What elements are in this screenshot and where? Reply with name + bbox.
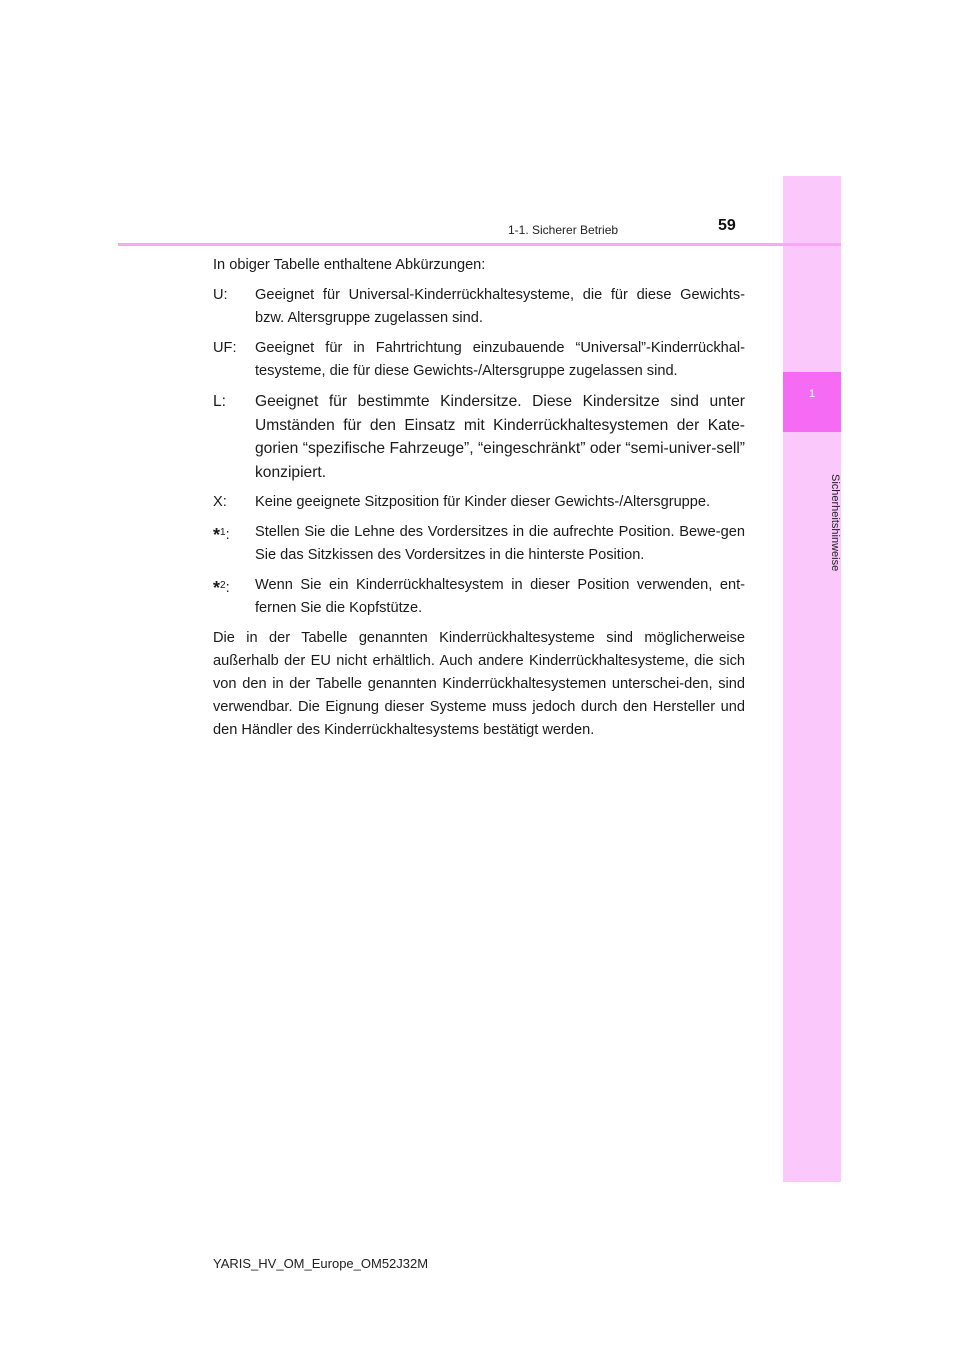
chapter-title-text: Sicherheitshinweise [829, 474, 841, 572]
section-title: 1-1. Sicherer Betrieb [508, 223, 619, 237]
definition-term: X: [213, 494, 227, 510]
footnote-text: Wenn Sie ein Kinderrückhaltesystem in dieser Position verwenden, ent-fernen Sie die Kopfstütze. [255, 577, 745, 616]
footnote-star: * [213, 578, 221, 598]
abbreviations-intro: In obiger Tabelle enthaltene Abkürzungen: [213, 257, 486, 273]
definition-term: L: [213, 393, 227, 410]
footnote-colon: : [225, 580, 230, 596]
footnote-number: 1 [220, 527, 226, 538]
chapter-active-marker [783, 372, 841, 432]
definition-l [213, 390, 745, 484]
page-content [213, 254, 745, 742]
definition-text: Keine geeignete Sitzposition für Kinder dieser Gewichts-/Altersgruppe. [255, 494, 711, 510]
header-rule [118, 243, 841, 246]
chapter-side-tab [783, 176, 841, 1182]
definition-term: UF: [213, 340, 237, 356]
closing-paragraph: Die in der Tabelle genannten Kinderrückhaltesysteme sind möglicherweise außerhalb der EU nicht erhältlich. Auch andere Kinderrückhaltesysteme, die sich von den in der Tabelle genannten Kinderrückhaltesystemen unterschei-den, sind verwendbar. Die Eignung dieser Systeme muss jedoch durch den Hersteller und den Händler des Kinderrückhaltesystems bestätigt werden. [213, 630, 745, 738]
footnote-text: Stellen Sie die Lehne des Vordersitzes in die aufrechte Position. Bewe-gen Sie das Sitzkissen des Vordersitzes in die hinterste Position. [255, 524, 745, 563]
footnote-number: 2 [220, 580, 226, 591]
definition-text: Geeignet für bestimmte Kindersitze. Diese Kindersitze sind unter Umständen für den Einsatz mit Kinderrückhaltesystemen der Kate-gorien “spezifische Fahrzeuge”, “eingeschränkt” oder “semi-univer-sell” konzipiert. [255, 393, 745, 481]
footnote-star: * [213, 525, 221, 545]
footnote-colon: : [225, 527, 230, 543]
footnote-1 [213, 521, 745, 567]
definition-text: Geeignet für in Fahrtrichtung einzubauende “Universal”-Kinderrückhal-tesysteme, die für diese Gewichts-/Altersgruppe zugelassen sind. [255, 340, 745, 379]
footnote-2 [213, 574, 745, 620]
definition-term: U: [213, 287, 228, 303]
definition-uf [213, 337, 745, 383]
chapter-title [783, 432, 841, 612]
chapter-number: 1 [808, 388, 816, 400]
footnote-marker [213, 574, 255, 620]
definition-u [213, 284, 745, 330]
definition-x [213, 491, 745, 514]
document-code: YARIS_HV_OM_Europe_OM52J32M [213, 1256, 429, 1271]
page-number: 59 [718, 217, 736, 234]
footnote-marker [213, 521, 255, 567]
definition-text: Geeignet für Universal-Kinderrückhaltesysteme, die für diese Gewichts- bzw. Altersgruppe zugelassen sind. [255, 287, 745, 326]
